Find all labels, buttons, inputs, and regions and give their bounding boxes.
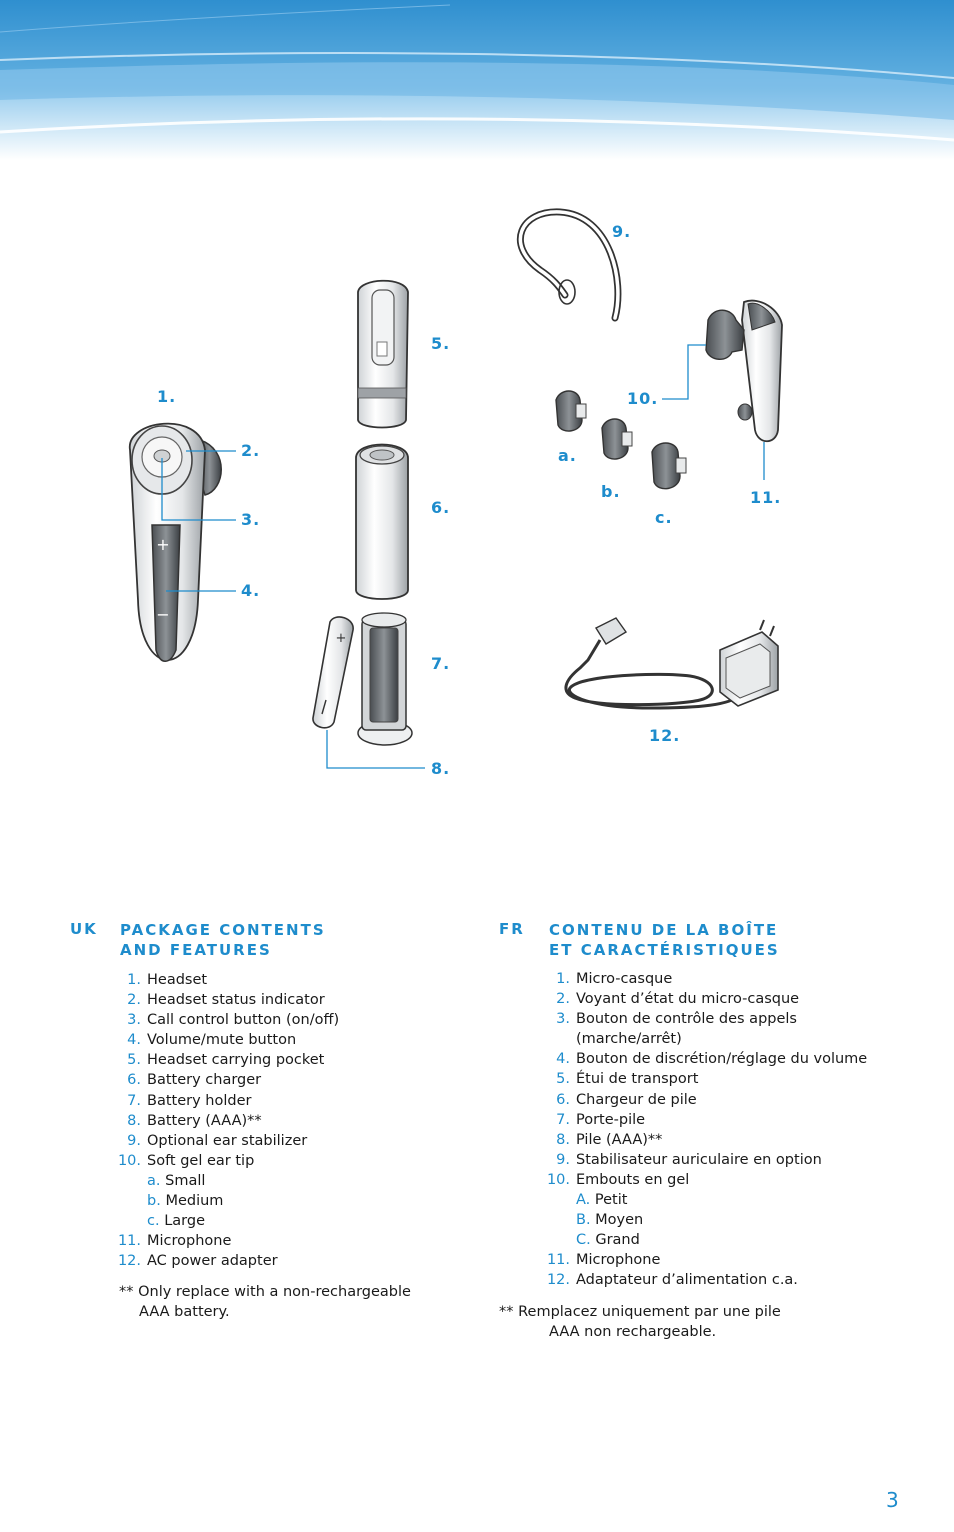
sub-item-label: a.	[147, 1172, 161, 1189]
list-item	[536, 1150, 916, 1170]
list-item	[536, 1250, 916, 1270]
item-text: Soft gel ear tip	[147, 1152, 255, 1169]
item-text: Bouton de discrétion/réglage du volume	[576, 1051, 868, 1068]
carrying-pocket-drawing	[358, 281, 408, 428]
battery-drawing	[313, 617, 353, 728]
sub-list-item	[536, 1210, 916, 1230]
ear-stabilizer-drawing	[520, 212, 618, 318]
item-text: Optional ear stabilizer	[147, 1132, 308, 1149]
item-text: Microphone	[147, 1233, 232, 1250]
item-number: 10.	[546, 1171, 570, 1188]
item-text: Volume/mute button	[147, 1032, 297, 1049]
callout-a: a.	[558, 446, 577, 465]
callout-2: 2.	[241, 441, 261, 460]
callout-9: 9.	[612, 222, 632, 241]
sub-item-label: A.	[576, 1192, 591, 1209]
item-number: 8.	[556, 1131, 570, 1148]
sub-list-item	[107, 1171, 467, 1191]
list-item	[536, 1170, 916, 1190]
item-text: Micro-casque	[576, 971, 673, 987]
item-text: Battery holder	[147, 1092, 252, 1109]
list-item	[536, 1270, 916, 1290]
callout-11: 11.	[750, 488, 782, 507]
item-text: Battery charger	[147, 1072, 262, 1089]
list-item-continuation	[536, 1029, 916, 1049]
fr-section-title	[549, 920, 909, 960]
callout-4: 4.	[241, 581, 261, 600]
item-number: 7.	[556, 1111, 570, 1128]
item-text: Stabilisateur auriculaire en option	[576, 1151, 822, 1168]
item-number: 11.	[546, 1252, 570, 1269]
callout-5: 5.	[431, 334, 451, 353]
item-number: 1.	[556, 971, 570, 987]
fr-battery-note	[499, 1302, 899, 1342]
item-text: Headset carrying pocket	[147, 1052, 325, 1069]
sub-item-text: Moyen	[595, 1212, 644, 1229]
item-number: 2.	[556, 991, 570, 1008]
list-item	[536, 989, 916, 1009]
list-item	[536, 1069, 916, 1089]
list-item	[536, 1090, 916, 1110]
uk-title-line-2: AND FEATURES	[120, 941, 272, 959]
sub-list-item	[536, 1230, 916, 1250]
item-number: 11.	[117, 1233, 141, 1250]
item-number: 3.	[556, 1011, 570, 1028]
list-item	[107, 1010, 467, 1030]
uk-title-line-1: PACKAGE CONTENTS	[120, 921, 326, 939]
fr-title-line-2: ET CARACTÉRISTIQUES	[549, 941, 780, 959]
ac-adapter-drawing	[566, 618, 778, 708]
battery-charger-drawing	[356, 445, 408, 600]
uk-contents-list	[107, 970, 467, 1271]
sub-item-text: Grand	[595, 1232, 640, 1249]
sub-item-label: c.	[147, 1213, 160, 1230]
callout-12: 12.	[649, 726, 681, 745]
svg-text:−: −	[156, 605, 170, 624]
item-text: Battery (AAA)**	[147, 1112, 262, 1129]
callout-10: 10.	[627, 389, 659, 408]
item-number: 6.	[556, 1091, 570, 1108]
item-text: Bouton de contrôle des appels	[576, 1011, 797, 1028]
uk-note-line-1: ** Only replace with a non-rechargeable	[119, 1284, 411, 1300]
sub-list-item	[107, 1191, 467, 1211]
page-number: 3	[886, 1488, 899, 1512]
uk-section-title	[120, 920, 450, 960]
list-item	[536, 1049, 916, 1069]
item-text: Porte-pile	[576, 1111, 646, 1128]
item-text: Étui de transport	[576, 1071, 699, 1088]
svg-text:+: +	[156, 535, 170, 554]
list-item	[107, 1151, 467, 1171]
item-text: (marche/arrêt)	[576, 1031, 682, 1048]
item-number: 12.	[117, 1253, 141, 1270]
sub-list-item	[107, 1211, 467, 1231]
item-text: Headset status indicator	[147, 992, 325, 1009]
item-number: 3.	[127, 1012, 141, 1029]
item-text: Adaptateur d’alimentation c.a.	[576, 1272, 798, 1289]
sub-item-label: B.	[576, 1212, 591, 1229]
header-banner	[0, 0, 954, 160]
list-item	[536, 1110, 916, 1130]
callout-b: b.	[601, 482, 621, 501]
item-number: 4.	[127, 1032, 141, 1049]
item-number: 1.	[127, 972, 141, 988]
callout-6: 6.	[431, 498, 451, 517]
callout-7: 7.	[431, 654, 451, 673]
fr-note-line-1: ** Remplacez uniquement par une pile	[499, 1304, 781, 1320]
item-text: Pile (AAA)**	[576, 1131, 663, 1148]
item-number: 5.	[127, 1052, 141, 1069]
list-item	[107, 1050, 467, 1070]
list-item	[107, 1030, 467, 1050]
list-item	[107, 1111, 467, 1131]
item-text: Call control button (on/off)	[147, 1012, 340, 1029]
list-item	[107, 990, 467, 1010]
item-number: 12.	[546, 1272, 570, 1289]
callout-8: 8.	[431, 759, 451, 778]
svg-text:+: +	[335, 631, 347, 646]
item-text: Microphone	[576, 1252, 661, 1269]
list-item	[536, 1130, 916, 1150]
item-text: AC power adapter	[147, 1253, 278, 1270]
item-number: 8.	[127, 1112, 141, 1129]
package-contents-illustration	[0, 180, 954, 800]
item-number: 9.	[127, 1132, 141, 1149]
ear-tips-drawing	[556, 391, 686, 489]
sub-item-text: Large	[164, 1213, 205, 1230]
callout-c: c.	[655, 508, 673, 527]
list-item	[107, 1091, 467, 1111]
sub-item-text: Petit	[594, 1192, 628, 1209]
sub-item-label: C.	[576, 1232, 591, 1249]
item-number: 9.	[556, 1151, 570, 1168]
item-text: Headset	[147, 972, 208, 988]
fr-contents-list	[536, 969, 916, 1291]
item-number: 4.	[556, 1051, 570, 1068]
callout-3: 3.	[241, 510, 261, 529]
sub-item-text: Small	[165, 1172, 206, 1189]
sub-item-text: Medium	[165, 1193, 224, 1210]
uk-language-code: UK	[70, 920, 98, 938]
item-number: 5.	[556, 1071, 570, 1088]
fr-title-line-1: CONTENU DE LA BOÎTE	[549, 921, 779, 939]
item-text: Voyant d’état du micro-casque	[576, 991, 800, 1008]
sub-list-item	[536, 1190, 916, 1210]
fr-note-line-2: AAA non rechargeable.	[549, 1324, 717, 1341]
list-item	[107, 1070, 467, 1090]
item-number: 7.	[127, 1092, 141, 1109]
uk-note-line-2: AAA battery.	[139, 1304, 230, 1321]
list-item	[536, 1009, 916, 1029]
item-number: 2.	[127, 992, 141, 1009]
microphone-drawing	[706, 301, 782, 442]
battery-holder-drawing	[358, 613, 412, 745]
list-item	[536, 969, 916, 989]
sub-item-label: b.	[147, 1193, 161, 1210]
fr-language-code: FR	[499, 920, 525, 938]
item-text: Embouts en gel	[576, 1171, 690, 1188]
list-item	[107, 970, 467, 990]
uk-battery-note	[119, 1282, 459, 1322]
list-item	[107, 1251, 467, 1271]
item-text: Chargeur de pile	[576, 1091, 697, 1108]
list-item	[107, 1231, 467, 1251]
headset-drawing	[130, 424, 221, 662]
item-number: 10.	[117, 1152, 141, 1169]
callout-1: 1.	[157, 387, 177, 406]
item-number: 6.	[127, 1072, 141, 1089]
list-item	[107, 1131, 467, 1151]
